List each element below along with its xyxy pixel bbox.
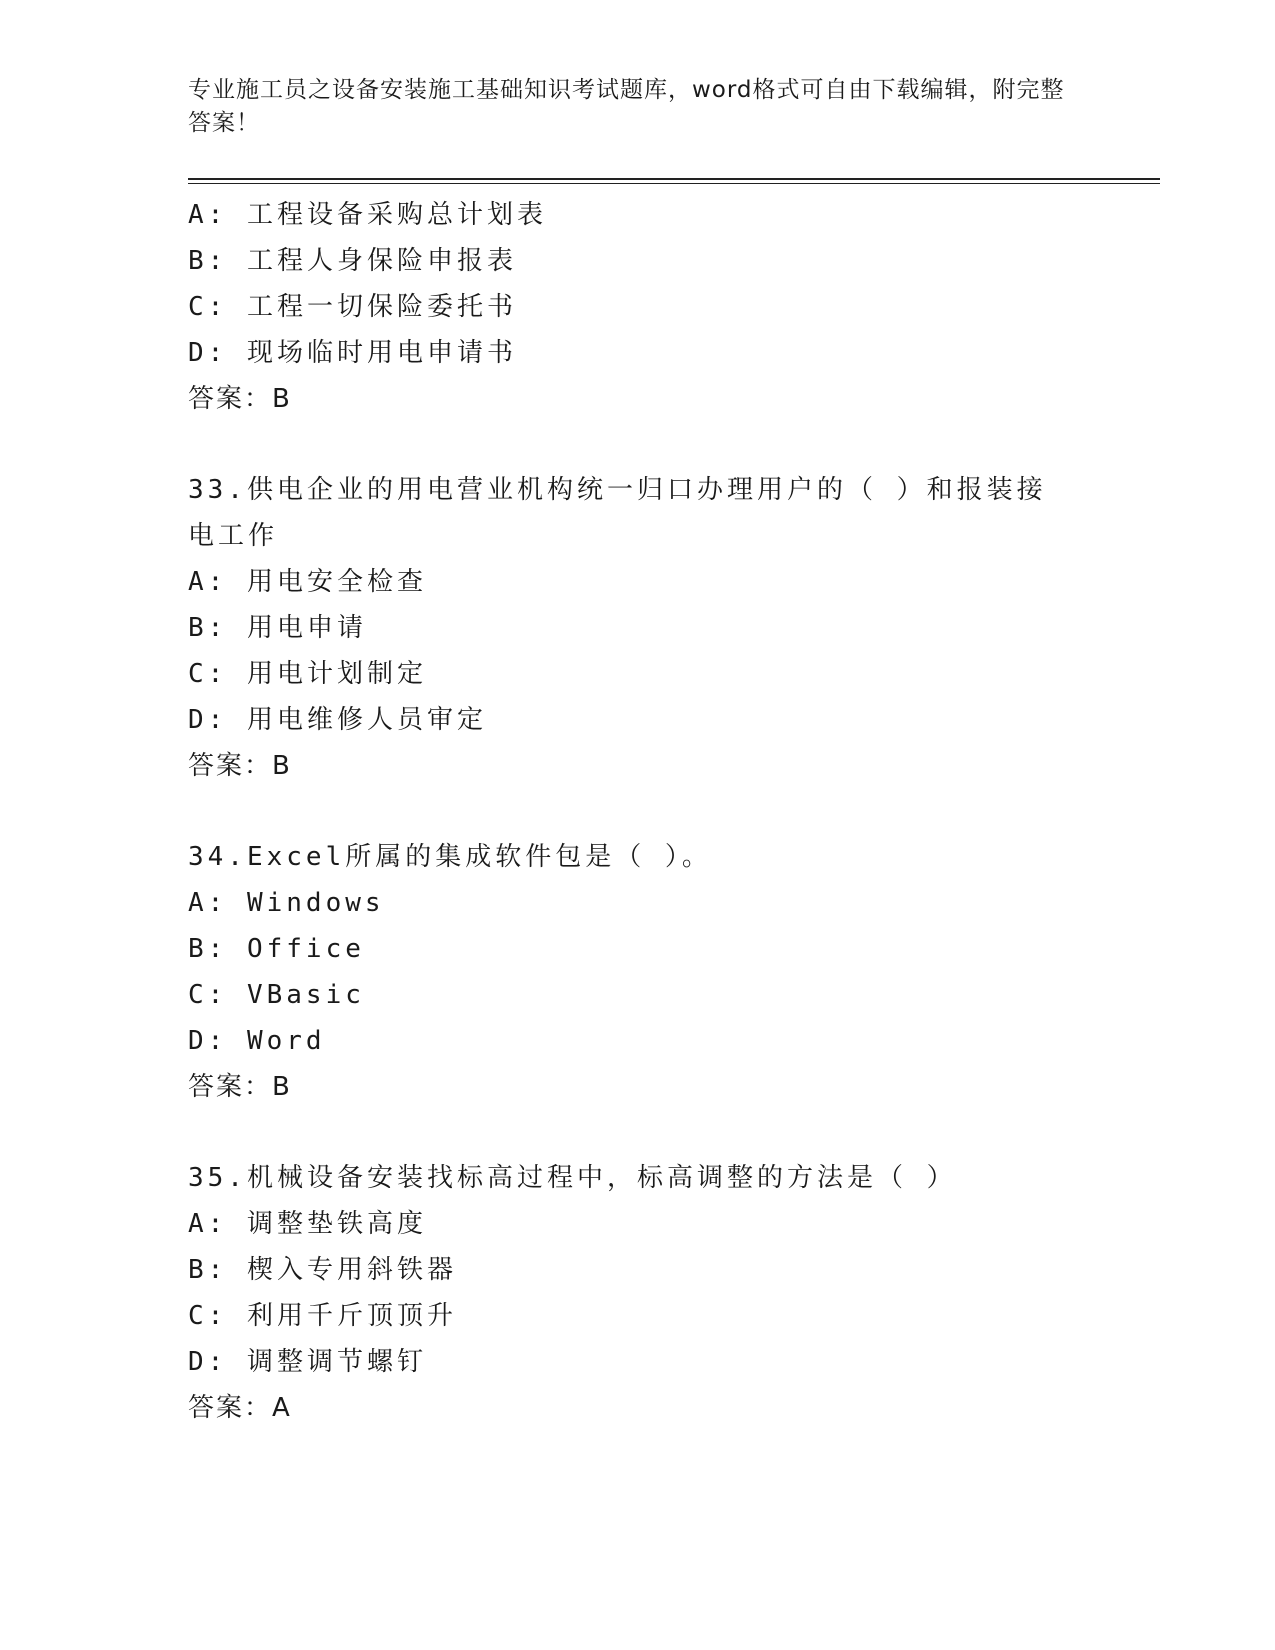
question-text: 33.供电企业的用电营业机构统一归口办理用户的（ ）和报装接电工作 — [188, 475, 1047, 551]
option-a: A: 调整垫铁高度 — [188, 1209, 427, 1239]
option-a: A: 工程设备采购总计划表 — [188, 200, 547, 230]
header-rule-thin — [188, 183, 1160, 184]
spacer — [188, 422, 1068, 467]
question-list — [188, 192, 1068, 1431]
answer-line: 答案：B — [188, 751, 292, 781]
spacer — [188, 789, 1068, 834]
question-block-35 — [188, 1155, 1068, 1431]
question-text: 35.机械设备安装找标高过程中，标高调整的方法是（ ） — [188, 1163, 957, 1193]
option-b: B: 楔入专用斜铁器 — [188, 1255, 457, 1285]
option-c: C: 用电计划制定 — [188, 659, 427, 689]
option-b: B: 工程人身保险申报表 — [188, 246, 517, 276]
question-block-32 — [188, 192, 1068, 422]
option-d: D: 调整调节螺钉 — [188, 1347, 427, 1377]
answer-line: 答案：B — [188, 384, 292, 414]
option-d: D: Word — [188, 1026, 326, 1056]
answer-line: 答案：B — [188, 1072, 292, 1102]
option-c: C: 利用千斤顶顶升 — [188, 1301, 457, 1331]
option-c: C: 工程一切保险委托书 — [188, 292, 517, 322]
question-block-34 — [188, 834, 1068, 1110]
option-c: C: VBasic — [188, 980, 365, 1010]
answer-line: 答案：A — [188, 1393, 292, 1423]
option-a: A: 用电安全检查 — [188, 567, 427, 597]
document-header: 专业施工员之设备安装施工基础知识考试题库，word格式可自由下载编辑，附完整答案！ — [188, 77, 1065, 136]
option-d: D: 用电维修人员审定 — [188, 705, 487, 735]
option-d: D: 现场临时用电申请书 — [188, 338, 517, 368]
header-rule-thick — [188, 178, 1160, 180]
option-b: B: Office — [188, 934, 365, 964]
spacer — [188, 1110, 1068, 1155]
question-block-33 — [188, 467, 1068, 789]
option-a: A: Windows — [188, 888, 385, 918]
option-b: B: 用电申请 — [188, 613, 367, 643]
question-text: 34.Excel所属的集成软件包是（ ）。 — [188, 842, 712, 872]
